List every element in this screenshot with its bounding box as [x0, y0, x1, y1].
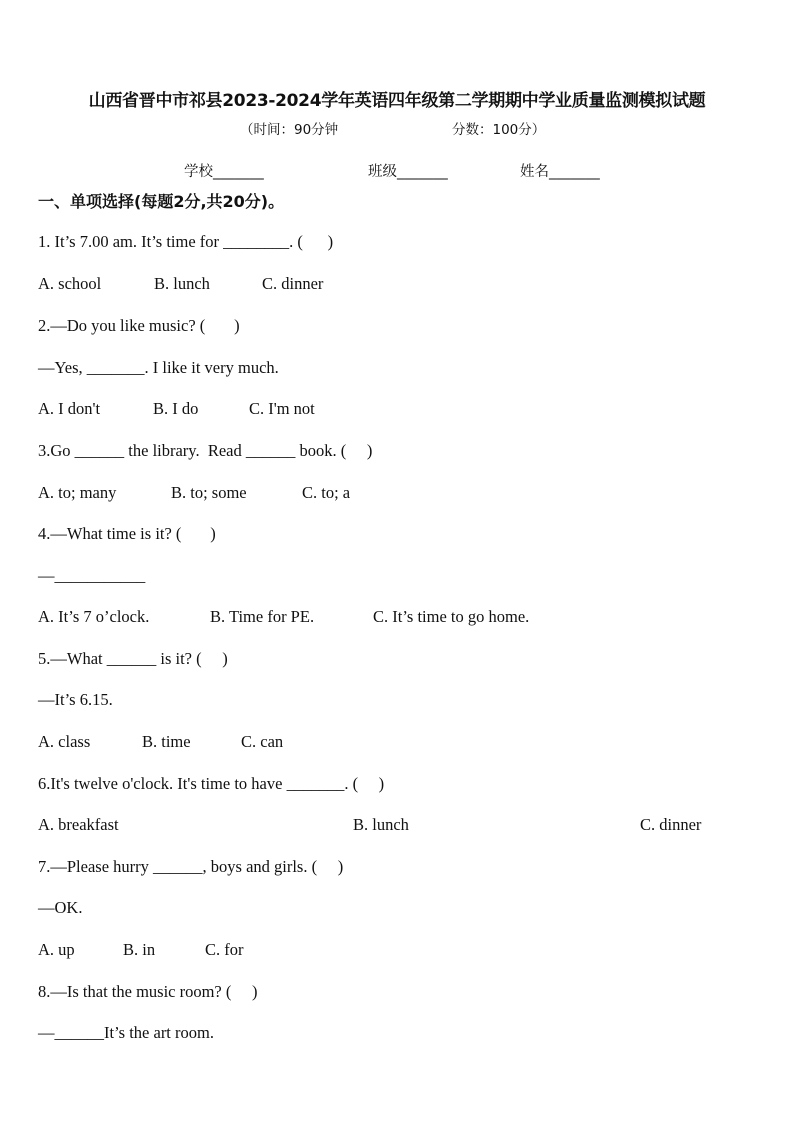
- q4-option-a[interactable]: A. It’s 7 o’clock.: [38, 607, 150, 626]
- exam-score: 分数：100分）: [452, 122, 546, 138]
- question-1-stem: 1. It’s 7.00 am. It’s time for ________. ( ): [38, 232, 334, 251]
- q2-option-a[interactable]: A. I don't: [38, 399, 101, 418]
- q2-option-c[interactable]: C. I'm not: [249, 399, 315, 418]
- q4-option-c[interactable]: C. It’s time to go home.: [373, 607, 530, 626]
- question-5-response: —It’s 6.15.: [38, 690, 113, 709]
- q4-option-b[interactable]: B. Time for PE.: [210, 607, 315, 626]
- q7-option-a[interactable]: A. up: [38, 940, 75, 959]
- question-6-stem: 6.It's twelve o'clock. It's time to have _______. ( ): [38, 774, 385, 793]
- exam-title: 山西省晋中市祁县2023-2024学年英语四年级第二学期期中学业质量监测模拟试题: [88, 91, 706, 111]
- question-3-stem: 3.Go ______ the library. Read ______ book. ( ): [38, 441, 373, 460]
- q3-option-b[interactable]: B. to; some: [171, 483, 247, 502]
- q7-option-b[interactable]: B. in: [123, 940, 156, 959]
- question-4-stem: 4.—What time is it? ( ): [38, 524, 216, 543]
- class-field[interactable]: 班级_______: [368, 164, 448, 180]
- q6-option-b[interactable]: B. lunch: [353, 815, 409, 834]
- q6-option-c[interactable]: C. dinner: [640, 815, 702, 834]
- school-field[interactable]: 学校_______: [184, 164, 264, 180]
- section-heading: 一、单项选择(每题2分,共20分)。: [38, 192, 285, 211]
- q6-option-a[interactable]: A. breakfast: [38, 815, 119, 834]
- question-2-response: —Yes, _______. I like it very much.: [38, 358, 279, 377]
- q2-option-b[interactable]: B. I do: [153, 399, 199, 418]
- exam-time: （时间：90分钟: [240, 122, 339, 138]
- question-7-response: —OK.: [38, 898, 83, 917]
- q5-option-c[interactable]: C. can: [241, 732, 284, 751]
- q1-option-c[interactable]: C. dinner: [262, 274, 324, 293]
- question-7-stem: 7.—Please hurry ______, boys and girls. ( ): [38, 857, 344, 876]
- q5-option-b[interactable]: B. time: [142, 732, 191, 751]
- question-5-stem: 5.—What ______ is it? ( ): [38, 649, 228, 668]
- name-field[interactable]: 姓名_______: [520, 164, 600, 180]
- question-2-stem: 2.—Do you like music? ( ): [38, 316, 240, 335]
- q3-option-c[interactable]: C. to; a: [302, 483, 351, 502]
- q7-option-c[interactable]: C. for: [205, 940, 244, 959]
- q5-option-a[interactable]: A. class: [38, 732, 91, 751]
- q1-option-a[interactable]: A. school: [38, 274, 102, 293]
- q1-option-b[interactable]: B. lunch: [154, 274, 210, 293]
- question-4-response: —___________: [38, 566, 146, 585]
- q3-option-a[interactable]: A. to; many: [38, 483, 117, 502]
- question-8-response: —______It’s the art room.: [38, 1023, 214, 1042]
- question-8-stem: 8.—Is that the music room? ( ): [38, 982, 258, 1001]
